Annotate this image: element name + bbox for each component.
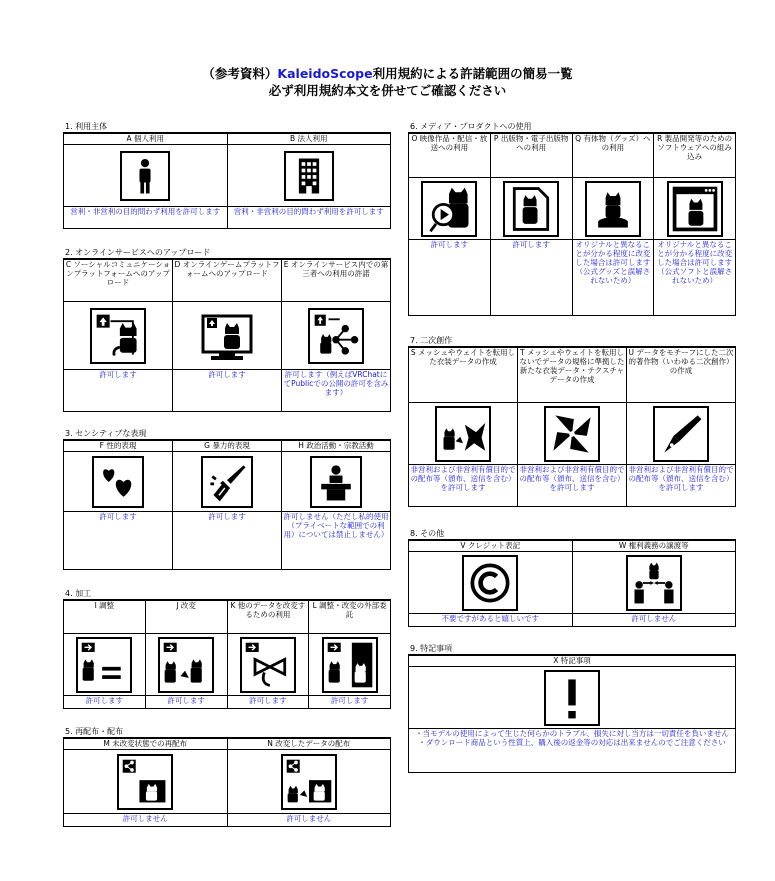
- copyright-icon: [462, 555, 518, 611]
- section-title: 5. 再配布・配布: [63, 726, 391, 738]
- col-label: G 暴力的表現: [173, 441, 282, 452]
- result-text: 非営利および非営利有償目的での配布等（頒布、送信を含む）を許可します: [627, 465, 736, 507]
- result-text: 不要ですがあると嬉しいです: [409, 614, 573, 627]
- section-title: 8. その他: [408, 528, 736, 540]
- section-title: 2. オンラインサービスへのアップロード: [63, 247, 391, 259]
- share-modified-icon: [281, 754, 337, 810]
- col-label: U データをモチーフにした二次的著作物（いわゆる二次創作）の作成: [627, 348, 736, 403]
- col-label: R 製品開発等のためのソフトウェアへの組み込み: [654, 134, 736, 178]
- section-title: 1. 利用主体: [63, 121, 391, 133]
- section-special-notes: [408, 643, 736, 773]
- section-redistribution: [63, 726, 391, 827]
- col-label: D オンラインゲームプラットフォームへのアップロード: [173, 260, 282, 302]
- section-title: 9. 特記事項: [408, 643, 736, 655]
- exclamation-icon: [544, 670, 600, 726]
- col-label: L 調整・改変の外部委託: [309, 601, 391, 634]
- section-other: [408, 528, 736, 627]
- result-text: 許可します: [64, 696, 146, 709]
- col-label: K 他のデータを改変するための利用: [227, 601, 309, 634]
- section-sensitive-expression: [63, 428, 391, 570]
- pinwheel-icon: [544, 406, 600, 462]
- figure-icon: [585, 181, 641, 237]
- play-cat-icon: [421, 181, 477, 237]
- monitor-upload-icon: [199, 308, 255, 364]
- col-label: X 特記事項: [409, 656, 736, 667]
- col-label: J 改変: [145, 601, 227, 634]
- result-text: 許可します: [309, 696, 391, 709]
- result-text: 許可します: [145, 696, 227, 709]
- cat-ribbon-icon: [435, 406, 491, 462]
- notes-cell: [409, 729, 736, 773]
- result-text: 許可します: [64, 370, 173, 412]
- upload-cat-icon: [90, 308, 146, 364]
- ribbon-icon: [240, 637, 296, 693]
- modify-icon: [158, 637, 214, 693]
- license-table: [63, 133, 391, 229]
- col-label: I 調整: [64, 601, 146, 634]
- result-text: 許可しません（ただし私的使用（プライベートな範囲での利用）については禁止しません）: [282, 512, 391, 570]
- person-icon: [120, 151, 170, 201]
- result-text: 非営利および非営利有償目的での配布等（頒布、送信を含む）を許可します: [409, 465, 518, 507]
- window-cat-icon: [667, 181, 723, 237]
- col-label: E オンラインサービス内での第三者への利用の許諾: [282, 260, 391, 302]
- result-text: 許可しません: [572, 614, 736, 627]
- section-title: 3. センシティブな表現: [63, 428, 391, 440]
- section-title: 6. メディア・プロダクトへの使用: [408, 121, 736, 133]
- result-text: オリジナルと異なることが分かる程度に改変した場合は許可します（公式グッズと誤解されないため）: [572, 240, 654, 316]
- share-cat-icon: [117, 754, 173, 810]
- outsource-icon: [322, 637, 378, 693]
- result-text: 許可します: [409, 240, 491, 316]
- transfer-icon: [626, 555, 682, 611]
- adjust-icon: [76, 637, 132, 693]
- hearts-icon: [92, 456, 144, 508]
- col-label: C ソーシャルコミュニケーションプラットフォームへのアップロード: [64, 260, 173, 302]
- col-label: S メッシュやウェイトを転用した衣装データの作成: [409, 348, 518, 403]
- note-item: ・当モデルの使用によって生じた何らかのトラブル、損失に対し当方は一切責任を負いません: [415, 729, 729, 738]
- result-text: 営利・非営利の目的問わず利用を許可します: [64, 207, 228, 229]
- section-title: 4. 加工: [63, 588, 391, 600]
- result-text: 非営利および非営利有償目的での配布等（頒布、送信を含む）を許可します: [518, 465, 627, 507]
- col-label: P 出版物・電子出版物への利用: [490, 134, 572, 178]
- result-text: 許可しません: [227, 814, 391, 827]
- section-usage-subject: [63, 121, 391, 229]
- result-text: 許可します: [490, 240, 572, 316]
- col-label-personal: A 個人利用: [64, 134, 228, 145]
- pen-nib-icon: [653, 406, 709, 462]
- result-text: 許可します: [173, 512, 282, 570]
- result-text: 許可します: [227, 696, 309, 709]
- col-label-corporate: B 法人利用: [227, 134, 391, 145]
- col-label: V クレジット表記: [409, 541, 573, 552]
- col-label: W 権利義務の譲渡等: [572, 541, 736, 552]
- license-table: [63, 440, 391, 570]
- notes-table: [408, 655, 736, 773]
- podium-icon: [310, 456, 362, 508]
- knife-icon: [201, 456, 253, 508]
- col-label: F 性的表現: [64, 441, 173, 452]
- license-table: [63, 259, 391, 412]
- col-label: N 改変したデータの配布: [227, 739, 391, 750]
- share-upload-icon: [308, 308, 364, 364]
- section-title: 7. 二次創作: [408, 335, 736, 347]
- col-label: M 未改変状態での再配布: [64, 739, 228, 750]
- license-table: [63, 738, 391, 827]
- result-text: 許可します: [64, 512, 173, 570]
- section-media-products: [408, 121, 736, 316]
- document-cat-icon: [503, 181, 559, 237]
- result-text: オリジナルと異なることが分かる程度に改変した場合は許可します（公式ソフトと誤解されないため）: [654, 240, 736, 316]
- building-icon: [284, 151, 334, 201]
- col-label: H 政治活動・宗教活動: [282, 441, 391, 452]
- section-online-upload: [63, 247, 391, 412]
- license-table: [408, 347, 736, 507]
- license-table: [63, 600, 391, 709]
- section-modification: [63, 588, 391, 709]
- result-text: 許可しません: [64, 814, 228, 827]
- license-table: [408, 133, 736, 316]
- result-text: 営利・非営利の目的問わず利用を許可します: [227, 207, 391, 229]
- title-prefix: （参考資料）: [202, 66, 278, 81]
- col-label: Q 有体物（グッズ）への利用: [572, 134, 654, 178]
- section-derivative-works: [408, 335, 736, 507]
- col-label: O 映像作品・配信・放送への利用: [409, 134, 491, 178]
- result-text: 許可します（例えばVRChatにてPublicでの公開の許可を含みます）: [282, 370, 391, 412]
- license-table: [408, 540, 736, 627]
- result-text: 許可します: [173, 370, 282, 412]
- brand-name: KaleidoScope: [277, 66, 373, 81]
- col-label: T メッシュやウェイトを転用しないでデータの規格に準拠した新たな衣装データ・テクスチャデータの作成: [518, 348, 627, 403]
- page-title: [0, 64, 775, 82]
- title-suffix: 利用規約による許諾範囲の簡易一覧: [372, 66, 573, 81]
- page-subtitle: 必ず利用規約本文を併せてご確認ください: [268, 83, 507, 98]
- note-item: ・ダウンロード商品という性質上、購入後の返金等の対応は出来ませんのでご注意ください: [418, 738, 726, 747]
